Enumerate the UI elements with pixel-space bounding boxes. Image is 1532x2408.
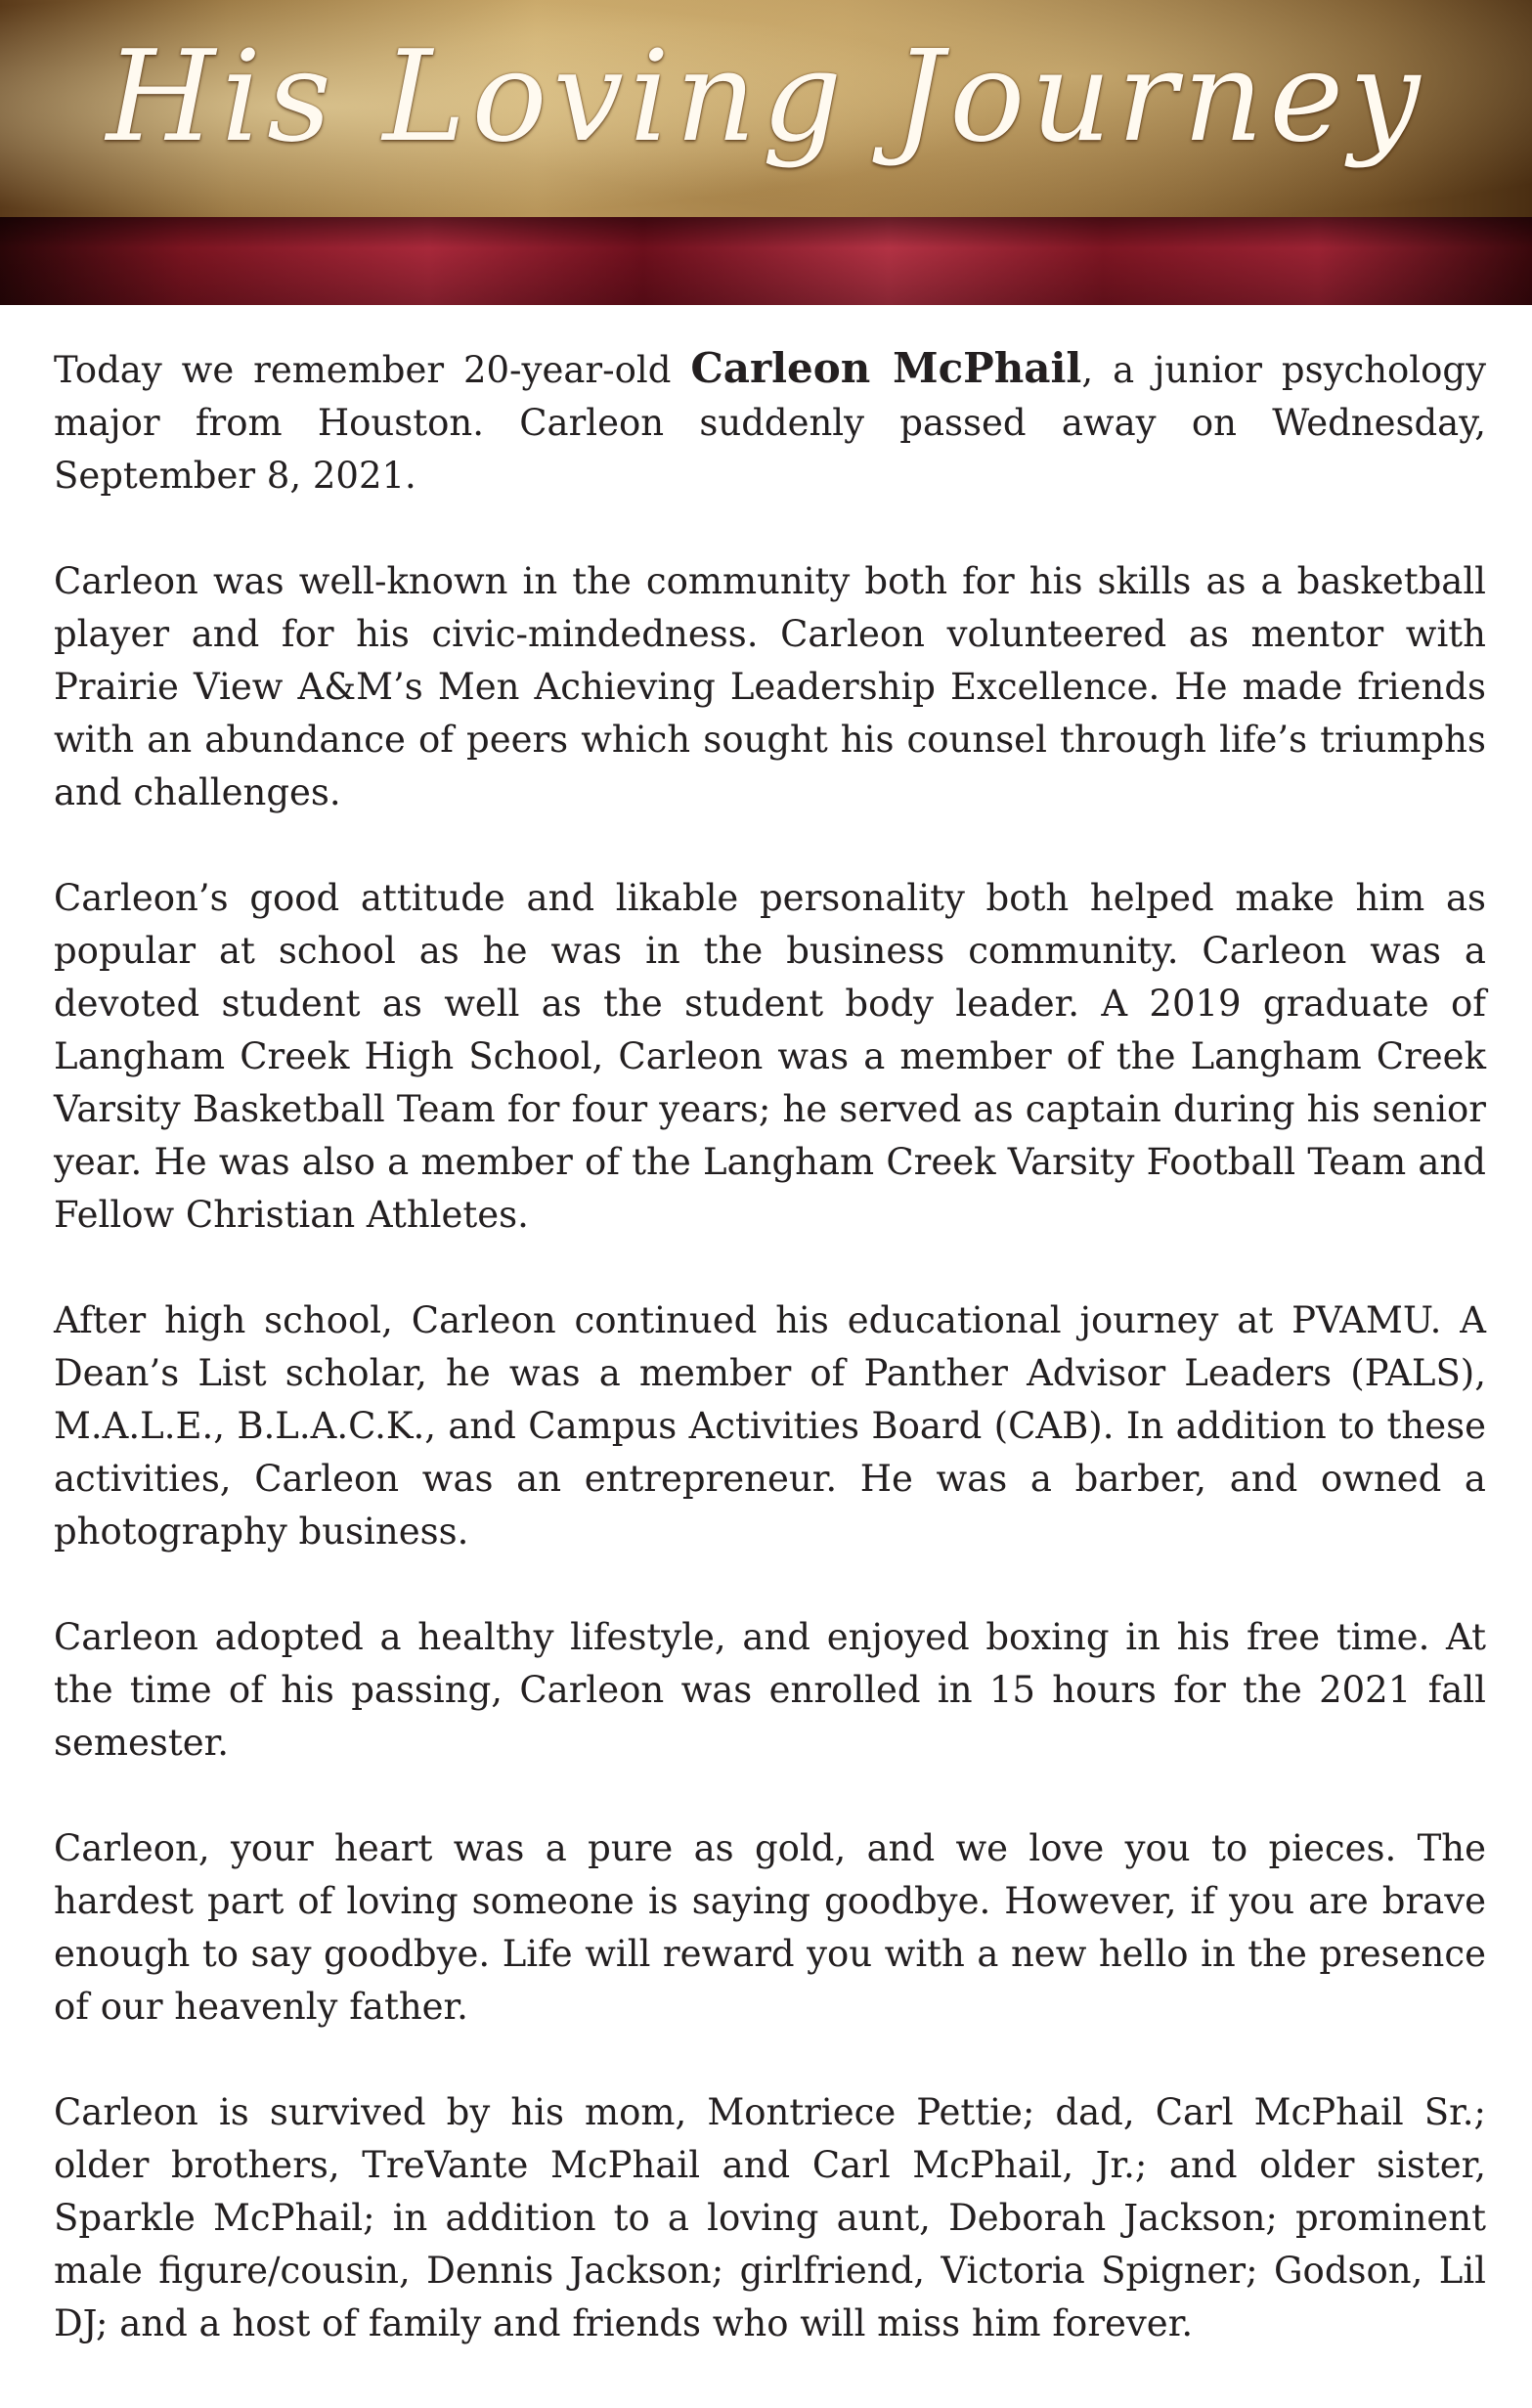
paragraph-tribute: Carleon, your heart was a pure as gold, and we love you to pieces. The hardest part of loving someone is saying goodbye. However, if you are brave enough to say goodbye. Life will reward you with a new hello in the presence of our heavenly father. bbox=[54, 1827, 1486, 2028]
paragraph-community: Carleon was well-known in the community both for his skills as a basketball player and for his civic-mindedness. Carleon volunteered as mentor with Prairie View A&M’s Men Achieving Leadership Excellence. He made friends with an abundance of peers which sought his counsel through life’s triumphs and challenges. bbox=[54, 560, 1486, 813]
intro-before: Today we remember 20-year-old bbox=[54, 349, 691, 391]
paragraph-survivors: Carleon is survived by his mom, Montriece Pettie; dad, Carl McPhail Sr.; older brothers, TreVante McPhail and Carl McPhail, Jr.; and older sister, Sparkle McPhail; in addition to a loving aunt, Deborah Jackson; prominent male figure/cousin, Dennis Jackson; girlfriend, Victoria Spigner; Godson, Lil DJ; and a host of family and friends who will miss him forever. bbox=[54, 2091, 1486, 2344]
page-title: His Loving Journey bbox=[106, 24, 1426, 170]
drape-shading bbox=[0, 217, 1532, 305]
paragraph-education: After high school, Carleon continued his educational journey at PVAMU. A Dean’s List scholar, he was a member of Panther Advisor Leaders (PALS), M.A.L.E., B.L.A.C.K., and Campus Activities Board (CAB). In addition to these activities, Carleon was an entrepreneur. He was a barber, and owned a photography business. bbox=[54, 1299, 1486, 1553]
paragraph-lifestyle: Carleon adopted a healthy lifestyle, and enjoyed boxing in his free time. At the time of his passing, Carleon was enrolled in 15 hours for the 2021 fall semester. bbox=[54, 1616, 1486, 1764]
deceased-name: Carleon McPhail bbox=[690, 344, 1082, 392]
header-banner bbox=[0, 0, 1532, 305]
intro-after: , a junior psychology major from Houston. Carleon suddenly passed away on Wednesday, September 8, 2021. bbox=[54, 349, 1487, 497]
intro-paragraph bbox=[54, 342, 1486, 503]
obituary-body bbox=[54, 342, 1486, 2403]
paragraph-personality: Carleon’s good attitude and likable personality both helped make him as popular at school as he was in the business community. Carleon was a devoted student as well as the student body leader. A 2019 graduate of Langham Creek High School, Carleon was a member of the Langham Creek Varsity Basketball Team for four years; he served as captain during his senior year. He was also a member of the Langham Creek Varsity Football Team and Fellow Christian Athletes. bbox=[54, 877, 1486, 1236]
